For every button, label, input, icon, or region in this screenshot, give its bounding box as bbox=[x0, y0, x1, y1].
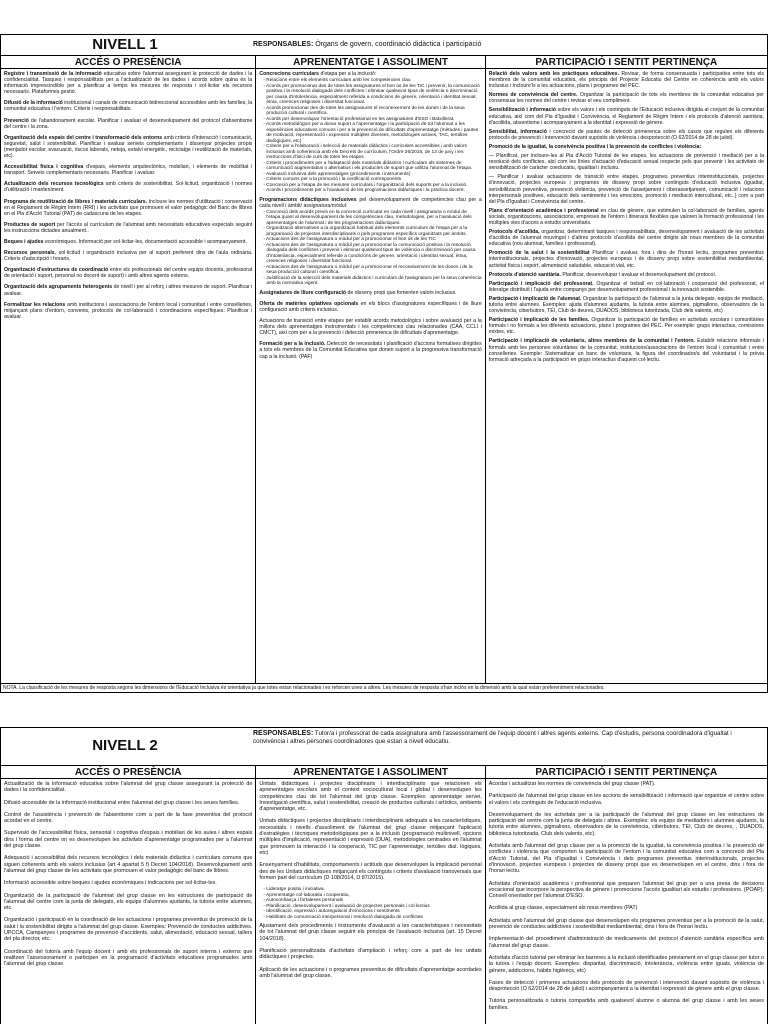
measure-paragraph bbox=[489, 144, 764, 150]
measure-paragraph bbox=[259, 781, 481, 812]
measure-text: — Planificar i avaluar actuacions de transició entre etapes, programes preventius interinstitucionals, projectes d'innovació, projectes europeus i programes de disseny propi sobre continguts d'educació inclusiva (igualtat, sensibilització preventiva, prevenció violència, prevenció de l'assetjament i ciberassetjament, comunicació i relacions interpersonals positives, educació dels sentiments i les emocions, promoció i mediació intercultural, etc..) com a part del Pla d'Igualtat i Convivència del centre. bbox=[488, 174, 764, 205]
measure-text: Actuacions de transició entre etapes per establir acords metodològics i sobre avaluació per a la millora dels aprenentatges instrumentals i les competències clau relacionades (CAA, CCLI i CMCT), així com per a la prevenció i detecció primerenca de dificultats d'aprenentatge. bbox=[259, 318, 482, 337]
measure-paragraph bbox=[489, 338, 764, 362]
measure-paragraph bbox=[4, 812, 252, 825]
measure-text: econòmiques. Informació per sol·licitar-les, documentació accessible i acompanyament. bbox=[43, 238, 247, 245]
level-2-table bbox=[0, 727, 768, 1024]
measure-text: pel desenvolupament de competències clau per a cada nivell i àmbit/ assignatura/mòdul: bbox=[259, 196, 482, 209]
measure-title: Programa de reutilització de llibres i materials curriculars. bbox=[4, 198, 148, 205]
measure-paragraph bbox=[4, 100, 252, 112]
measure-paragraph bbox=[4, 917, 252, 942]
measure-text: amb criteris de sostenibilitat. Sol·licitud, organització i normes d'utilització i manteniment. bbox=[4, 181, 253, 194]
measure-paragraph bbox=[4, 267, 252, 279]
measure-text: Tutoria personalitzada o tutoria compartida amb qualsevol alumne o alumna del grup classe i amb les seues famílies. bbox=[488, 998, 764, 1011]
measure-text: Activitats amb l'alumnat del grup classe per a la promoció de la igualtat, la convivència positiva i la prevenció de conflictes i violència que comporten la participació de l'entorn i la comunitat educativa com a concreció del Pla d'Acció Tutorial, del Pla d'Igualtat i Convivència i dels programes preventius interinstitucionals, projectes d'innovació, projectes europeus i projectes de disseny propi que es desenvolupen en el centre, dins i fora de l'horari lectiu. bbox=[488, 843, 764, 875]
measure-title: Plans d'orientació acadèmica i professional bbox=[488, 207, 599, 214]
measure-paragraph bbox=[489, 272, 764, 278]
measure-title: Protocols d'atenció sanitària. bbox=[488, 271, 561, 278]
bullet-list bbox=[263, 887, 481, 920]
measure-paragraph bbox=[489, 208, 764, 226]
measure-paragraph bbox=[4, 135, 252, 159]
measure-text: Organitzar la participació de famílies en activitats escolars i comunitàries formals i no formals a les diferents actuacions, plans i programes del PEC. Per exemple: grups interactius, comissions mixtes, etc. bbox=[488, 317, 764, 336]
measure-paragraph bbox=[259, 197, 481, 209]
measure-text: Acordar i actualitzar les normes de convivència del grup classe (PAT). bbox=[488, 781, 656, 787]
measure-text: d'etapa per a la inclusió: bbox=[319, 71, 377, 77]
column-participation: PARTICIPACIÓ I SENTIT PERTINENÇA bbox=[535, 57, 718, 68]
level-2-learning-cell bbox=[256, 779, 485, 1024]
measure-paragraph bbox=[489, 174, 764, 204]
measure-title: Accessibilitat física i cognitiva bbox=[4, 164, 84, 171]
measure-paragraph bbox=[489, 92, 764, 104]
measure-text: d'espais, elements arquitectònics, mobiliari, i elements de mobilitat i transport. Serveis complementaris necessaris. Planificar i avaluar. bbox=[4, 164, 253, 177]
measure-paragraph bbox=[489, 107, 764, 125]
measure-paragraph bbox=[489, 918, 764, 931]
measure-text: i concreció de pautes de detecció primerenca sobre els casos que regulen els diferents protocols de prevenció i intervenció davant supòsits de violència i desprotecció (O 62/2014 de 28 de juliol). bbox=[488, 128, 764, 141]
measure-text: amb criteris d'interacció i comunicació, seguretat, salut i sostenibilitat. Planificar i avaluar serveis complementaris i dissenyar projectes propis (menjador escolar, evacuació, riscos laborals, neteja, estalvi energètic, reciclatge i reutilització de materials, etc). bbox=[4, 134, 253, 160]
measure-title: Sensibilització i informació bbox=[488, 107, 556, 114]
measure-title: Oferta de matèries optatives opcionals bbox=[259, 300, 359, 307]
measure-text: Adequació i accessibilitat dels recursos tecnològics i dels materials didàctics i curriculars comuns que siguen coherents amb els valors inclusius (art 4 apartat 5 f) Decret 104/2018). Desenvolupament amb l'alumnat del grup classe de les activitats que promouen el valor pedagògic del banc de llibres. bbox=[4, 855, 253, 874]
measure-title: Promoció de la igualtat, la convivència positiva i la prevenció de conflictes i violència: bbox=[488, 143, 702, 150]
measure-text: en clau de gènere, que estimulen la col·laboració de famílies, agents socials, organitzacions, associacions, empreses de l'entorn i itineraris flexibles que valoren la formació professional i les múltiples vies d'accés a estudis universitaris. bbox=[488, 207, 764, 226]
measure-title: Productes de suport bbox=[4, 221, 56, 228]
measure-title: Registre i transmissió de la informació bbox=[4, 71, 102, 77]
measure-paragraph bbox=[4, 830, 252, 849]
measure-text: Control de l'assistència i prevenció de l'absentisme com a part de la fase preventiva del protocol acordat en el centre. bbox=[4, 811, 253, 825]
measure-paragraph bbox=[489, 793, 764, 806]
measure-text: de nivell i per al reforç i altres mesures de suport. Planificar i avaluar. bbox=[4, 284, 253, 297]
bullet-item: - Actuacions des de l'assignatura o mòdul per a promocionar la comunicació positiva i la resolució dialogada dels conflictes i prevenir i eliminar qualsevol tipus de violència o discriminació per causa d'intolerància, especialment referide a condicions de gènere, orientació i identitat sexual, ètnia, creences religioses i diversitat funcional. bbox=[263, 243, 481, 265]
measure-paragraph bbox=[489, 955, 764, 974]
bullet-item: - Criteris per a l'elaboració i selecció de materials didàctics i curriculars accessibles i amb valors inclusius amb coherència amb els Decrets de currículum, l'Ordre 26/2016, de 13 de juny i les instruccions d'inici de curs de totes les etapes. bbox=[263, 144, 481, 161]
measure-paragraph bbox=[259, 341, 481, 359]
level-2-participation-cell bbox=[486, 779, 767, 1024]
bullet-item: - Planificació, desenvolupament i avaluació de projectes personals i col·lectius bbox=[263, 904, 481, 910]
bullet-item: - Criteris comuns per a la promoció i la certificació corresponents bbox=[263, 177, 481, 183]
level-1-note: NOTA. La classificació de les mesures de resposta segons les dimensions de l'Educació Inclusiva és orientativa ja que totes estan relacionades i es reforcen unes a altres. Les mesures de resposta s'han inclòs en la dimensió amb la qual estan preferentment relacionades. bbox=[0, 684, 768, 693]
measure-paragraph bbox=[4, 71, 252, 95]
measure-text: Ensenyament d'habilitats, comportaments i actituds que desenvolupen la implicació personal des de les Unitats didàctiques mitjançant els continguts i criteris d'avaluació transversals que formen part del currículum (D 108/2014, D 87/2015). bbox=[259, 862, 482, 881]
measure-paragraph bbox=[489, 980, 764, 993]
bullet-item: - Criteris i procediments per a l'adaptació dels materials didàctics i curriculars als sistemes de comunicació augmentatius o alternatius i els productes de suport que utilitza l'alumnat de l'etapa. bbox=[263, 161, 481, 172]
measure-paragraph bbox=[4, 199, 252, 217]
measure-title: Programacions didàctiques inclusives bbox=[259, 196, 357, 203]
measure-text: Supervisió de l'accessibilitat física, sensorial i cognitiva d'espais i mobiliari de les aules i altres espais dins i forma del centre on es desenvolupen les activitats d'aprenentatge programades per a l'alumnat del grup classe. bbox=[4, 830, 253, 850]
bullet-item: - Acords i procediments per a l'avaluació de les programacions didàctiques i la pràctica docent. bbox=[263, 188, 481, 194]
bullet-item: - Concreció dels acords previs en la concreció curricular en cada nivell i assignatura o mòdul de l'etapa quant al desenvolupament de les competències clau, metodologies, per a l'avaluació dels aprenentatges de l'alumnat i de les programacions didàctiques. bbox=[263, 210, 481, 227]
measure-paragraph bbox=[259, 967, 481, 980]
measure-text: Actualització de la informació educativa sobre l'alumnat del grup classe assegurant la protecció de dades i la confidencialitat. bbox=[4, 781, 253, 794]
measure-text: Unitats didàctiques i projectes disciplinaris i interdisciplinaris adequats a les característiques, necessitats i nivells d'assoliment de l'alumnat del grup classe mitjançant l'aplicació d'estratègies i tècniques metodològiques per a la inclusió (programació multinivell, opcions múltiples d'implicació, representació i expressió (DUA), metodologies centrades en l'alumnat que promouen la interacció i la cooperació, TIC per l'aprenentatge, tertúlies dial. lògiques, etc) bbox=[259, 818, 482, 856]
measure-paragraph bbox=[4, 239, 252, 245]
measure-text: Activitats amb l'alumnat del grup classe que desenvolupen els programes preventius per a la promoció de la salut, prevenció de conductes addictives i sostenibilitat mediambiental, dins i fora de l'horari lectiu. bbox=[488, 917, 764, 931]
measure-title: Organització d'estructures de coordinació bbox=[4, 267, 109, 274]
measure-paragraph bbox=[4, 893, 252, 912]
bullet-item: - Identificació, expressió i autoregulació d'emocions i sentiments bbox=[263, 909, 481, 915]
measure-paragraph bbox=[489, 71, 764, 89]
measure-title: Participació i implicació de les famílies. bbox=[488, 317, 590, 324]
measure-text: de disseny propi que fomenten valors inclusius. bbox=[346, 289, 457, 296]
measure-paragraph bbox=[489, 281, 764, 293]
measure-paragraph bbox=[4, 302, 252, 320]
measure-text: amb institucions i associacions de l'entorn local i comunitari i entre conselleries, mitjançant plans d'entorn, convenis, protocols de col·laboració i coordinacions específiques. Planificar i avaluar. bbox=[4, 301, 253, 320]
measure-text: per l'accés al currículum de l'alumnat amb necessitats educatives especials seguint les instruccions dictades anualment.. bbox=[4, 221, 253, 234]
measure-title: Concrecions curriculars bbox=[259, 71, 320, 77]
bullet-item: - Relacions entre els elements curriculars amb les competències clau bbox=[263, 78, 481, 84]
column-participation: PARTICIPACIÓ I SENTIT PERTINENÇA bbox=[535, 767, 718, 778]
measure-text: Implementació del procediment d'administració de medicaments del protocol d'atenció sanitària específica amb l'alumnat del grup classe. bbox=[488, 936, 764, 949]
bullet-item: - Acords per desenvolupar l'orientació professional en les assignatures d'ESO i Batxillerat. bbox=[263, 117, 481, 123]
measure-paragraph bbox=[259, 301, 481, 313]
bullet-item: - Autoconfiança i fortaleses personals bbox=[263, 898, 481, 904]
measure-paragraph bbox=[489, 881, 764, 900]
measure-title: Prevenció bbox=[4, 117, 29, 124]
measure-text: organitzar, determinant tasques i responsabilitats, desenvolupament i avaluació de les activitats d'acollida de l'alumnat nouvingut i d'altres protocols d'acollida del centre dirigits als nous membres de la comunitat educativa (nou alumnat, famílies i professorat). bbox=[488, 229, 764, 248]
measure-text: Planificació personalitzada d'activitats d'ampliació i reforç com a part de les unitats didàctiques i projectes. bbox=[259, 948, 482, 961]
level-1-column-headers bbox=[0, 55, 768, 69]
measure-text: Coordinació del tutor/a amb l'equip docent i amb els professionals de suport interns i externs que realitzen l'assessorament o participen en la programació d'activitats educatives programades amb l'alumnat del grup classe. bbox=[4, 948, 253, 968]
measure-text: Planificar, desenvolupar i avaluar el desenvolupament del protocol. bbox=[560, 271, 717, 278]
measure-title: Actualització dels recursos tecnològics bbox=[4, 181, 104, 188]
column-learning: APRENENTATGE I ASSOLIMENT bbox=[256, 766, 485, 778]
measure-text: Organitzar el treball en col·laboració i cooperació del professorat, el lideratge distribuït i l'ajuda entre companys per desenvolupament professional i la innovació sostenible. bbox=[488, 280, 764, 293]
measure-text: Planificar i avaluar, fora i dins de l'horari lectiu, programes preventius interinstitucionals, projectes d'innovació, projectes europeus i de disseny propi sobre sostenibilitat mediambiental, activitat física i esport, alimentació saludable, educació vial, etc. bbox=[488, 250, 764, 269]
measure-text: Desenvolupament de les activitats per a la participació de l'alumnat del grup classe en les estructures de participació del centre com la junta de delegats i altres. Exemples: els equips de mediadors i alumnes ajudants, la tutoria entre alumnes, pigmalions, observadors de la convivència, ciberbutors, TEI, Club de deures, , DUADOS, biblioteca tutoritzada, Club dels valents, etc). bbox=[488, 811, 764, 837]
measure-text: de l'abandonament escolar. Planificar i avaluar el desenvolupament del protocol d'absentisme del centre i la zona. bbox=[4, 117, 253, 130]
bullet-item: - Avaluació inclusiva dels aprenentatges (procediments i instruments) bbox=[263, 172, 481, 178]
measure-paragraph bbox=[489, 781, 764, 787]
level-2-title: NIVELL 2 bbox=[92, 737, 158, 754]
bullet-list bbox=[263, 210, 481, 287]
measure-paragraph bbox=[259, 290, 481, 296]
measure-text: , sol·licitud i organització inclusiva per al suport preferent dins de l'aula ordinària. Criteris d'adscripció i horaris. bbox=[4, 250, 253, 263]
measure-paragraph bbox=[489, 153, 764, 171]
measure-text: Activitats d'acció tutorial per eliminar les barreres a la inclusió identificades prèviament en el grup classe per tutor o la tutora i l'equip docent. Exemples: disparitat, discriminació, intolerància, violència entre iguals, violència de gènere, addiccions, hàbits higiènics, etc) bbox=[488, 954, 764, 974]
level-1-title: NIVELL 1 bbox=[92, 36, 158, 53]
level-1-access-cell bbox=[1, 69, 256, 683]
measure-text: Aplicació de les actuacions i o programes preventius de dificultats d'aprenentatge acordades amb l'alumnat del grup classe. bbox=[259, 966, 482, 979]
measure-text: entre els professionals del centre equips docents, professorat de orientació i suport, personal no docent de suport) i amb altres agents externs. bbox=[4, 267, 253, 280]
bullet-item: - Habilitats de comunicació interpersonal i resolució dialogada de conflictes bbox=[263, 915, 481, 921]
measure-paragraph bbox=[489, 843, 764, 874]
measure-paragraph bbox=[4, 181, 252, 193]
level-1-participation-cell bbox=[486, 69, 767, 683]
measure-paragraph bbox=[259, 948, 481, 961]
measure-title: Recursos personals bbox=[4, 250, 55, 257]
bullet-item: - Acords per promocionar des de totes les assignatures el bon ús de les TIC i prevenir, la comunicació positiva i la resolució dialogada dels conflictes i eliminar qualsevol tipus de violència o discriminació per causa d'intolerància, especialment referida a condicions de gènere, orientació i identitat sexual, ètnia, creences religioses i diversitat funcional. bbox=[263, 84, 481, 106]
measure-text: Incloure les normes d'utilització i conservació en el Reglament de Règim Intern (RRI) i les activitats que promouen el valor pedagògic del Banc de llibres en el Pla d'Acció Tutorial (PAT) de cadascuna de les etapes. bbox=[4, 198, 253, 217]
measure-paragraph bbox=[4, 164, 252, 176]
measure-text: Establir relacions informals i formals amb les persones voluntàries de la comunitat, institucions/associacions de l'entorn local i comunitari i entre conselleries. Exemple: Sistematitzar un banc de voluntaris, la figura del coordinador/a del voluntariat i la prèvia formació adreçada a la participació en grups interactius d'aquest col·lectiu. bbox=[488, 338, 764, 363]
measure-title: Participació i implicació del professorat. bbox=[488, 280, 594, 287]
measure-title: Protocols d'acollida, bbox=[488, 229, 540, 236]
measure-paragraph bbox=[4, 855, 252, 874]
measure-paragraph bbox=[4, 781, 252, 794]
measure-text: Organitzar la participació de tots els membres de la comunitat educativa per consensuar les normes del centre i revisar el seu compliment. bbox=[488, 92, 764, 105]
responsables-label: RESPONSABLES: bbox=[253, 730, 314, 737]
measure-title: Beques i ajudes bbox=[4, 238, 44, 245]
measure-text: Detecció de necessitats i planificació d'accions formatives dirigides a tots els membres de la Comunitat Educativa que donen suport a la progressiva transformació cap a la inclusió. (PAF) bbox=[259, 341, 482, 360]
measure-text: sobre els valors i els continguts de l'Educació inclusiva dirigida al conjunt de la comunitat educativa, així com del Pla d'Igualtat i Convivència, el Reglament de Règim Intern i els protocols d'atenció sanitària, d'acollida, absentisme i acompanyament a la identitat i expressió de gènere. bbox=[488, 107, 764, 126]
level-1-learning-cell bbox=[256, 69, 485, 683]
measure-paragraph bbox=[259, 71, 481, 77]
measure-paragraph bbox=[4, 284, 252, 296]
measure-text: Organització i participació en la coordinació de les actuacions i programes preventius de promoció de la salut i la sostenibilitat dirigits a l'alumnat del grup classe. Exemples: Prevenció de conductes addictives. UPCCA, Campanyes i programes de prevenció d'accidents, salut, alimentació, educació sexual, tallers del pla director, etc. bbox=[4, 917, 253, 943]
measure-text: — Planificar, per incloure-les al Pla d'Acció Tutorial de les etapes, les actuacions de prevenció i mediació per a la resolució dels conflictes, així com les línies d'actuació d'educació sexual respecte pels que prevenir i les activitats de sensibilització de caràcter coeducatiu, igualitari i inclusiu. bbox=[488, 153, 764, 172]
bullet-item: - Actuacions des de l'assignatura o mòdul per a promocionar el bon ús de les TIC bbox=[263, 237, 481, 243]
measure-title: Promoció de la salut i la sostenibilitat bbox=[488, 250, 590, 257]
measure-paragraph bbox=[259, 818, 481, 856]
measure-title: Sensibilitat, informació bbox=[488, 128, 547, 135]
level-2-header bbox=[0, 727, 768, 765]
measure-text: Participació de l'alumnat del grup classe en les accions de sensibilització i informació que organitze el centre sobre el valors i els continguts de l'educació inclusiva. bbox=[488, 793, 764, 806]
measure-paragraph bbox=[4, 250, 252, 262]
measure-text: Organització de la participació de l'alumnat del grup classe en les estructures de participació de l'alumnat del centre com la junta de delegats, els equips d'alumnes ajudants, la tutoria entre alumnes, etc. bbox=[4, 892, 253, 912]
measure-text: Informació accessible sobre beques i ajudes econòmiques i indicacions per sol·licitar-les. bbox=[4, 880, 217, 887]
measure-title: Participació i implicació de l'alumnat. bbox=[488, 295, 582, 302]
level-2-responsables bbox=[249, 728, 767, 765]
measure-title: Relació dels valors amb les pràctiques educatives. bbox=[488, 71, 620, 77]
measure-paragraph bbox=[489, 812, 764, 837]
level-1-body bbox=[0, 69, 768, 684]
bullet-item: - Acords promocionar des de totes les assignatures el reconeixement de les dones i de la seua producció cultural i científica. bbox=[263, 106, 481, 117]
level-1-header bbox=[0, 34, 768, 55]
bullet-item: - Justificació de la selecció dels materials didàctics i curriculars de l'assignatura per la seua coherència amb la normativa vigent. bbox=[263, 276, 481, 287]
measure-paragraph bbox=[259, 318, 481, 336]
measure-title: Organització dels espais del centre i transformació dels entorns bbox=[4, 134, 163, 141]
measure-title: Assignatures de lliure configuració bbox=[259, 289, 347, 296]
bullet-item: - Concreció per a l'etapa de les mesures curriculars i l'organització dels suports per a la inclusió. bbox=[263, 183, 481, 189]
measure-title: Normes de convivència del centre. bbox=[488, 92, 578, 99]
measure-text: Fases de detecció i primeres actuacions dels protocols de prevenció i intervenció davant supòsits de violència i desprotecció (O 62/2014 de 28 de juliol) i acompanyament a la identitat i expressió de gènere amb el grup classe. bbox=[488, 979, 764, 993]
measure-text: Acollida al grup classe, especialment als nous membres (PAT) bbox=[488, 905, 638, 912]
measure-text: Revisar, de forma consensuada i participativa entre tots els membres de la comunitat educativa, els principis del Projecte Educatiu del Centre en coherència amb els valors inclusius i incloure'ls a les actuacions, plans i programes del PEC. bbox=[488, 71, 764, 90]
responsables-label: RESPONSABLES: bbox=[253, 41, 314, 48]
measure-text: Difusió accessible de la informació institucional entre l'alumnat del grup classe i les seues famílies. bbox=[4, 799, 240, 806]
measure-paragraph bbox=[489, 129, 764, 141]
column-learning: APRENENTATGE I ASSOLIMENT bbox=[256, 56, 485, 68]
level-2-body bbox=[0, 779, 768, 1024]
measure-title: Difusió de la informació bbox=[4, 100, 63, 107]
measure-paragraph bbox=[4, 880, 252, 886]
column-access: ACCÉS O PRESÈNCIA bbox=[1, 766, 256, 778]
measure-paragraph bbox=[4, 800, 252, 806]
level-2-access-cell bbox=[1, 779, 256, 1024]
responsables-text: Tutor/a i professorat de cada assignatura amb l'assessorament de l'equip docent i altres agents externs. Cap d'estudis, persona coordinadora d'igualtat i convivència i altres persones coordinadores que estan a nivell educatiu. bbox=[253, 730, 732, 745]
bullet-item: - Lideratge positiu i iniciativa. bbox=[263, 887, 481, 893]
measure-paragraph bbox=[259, 923, 481, 942]
measure-text: Unitats didàctiques i projectes disciplinaris i interdisciplinaris que relacionen els aprenentatges escolars amb el context sociocultural local i global i desenvolupen les competències clau de tot l'alumnat del grup classe. Exemples: aprenentatge servei, Investigació científica, salut i sostenibilitat, creació de productes culturals i artístics, ambients d'aprenentatge, etc. bbox=[259, 781, 482, 813]
bullet-item: - Actuacions des de l'assignatura o mòdul per a promocionar el reconeixement de les dones i de la seua producció cultural i científica. bbox=[263, 265, 481, 276]
measure-text: educativa sobre l'alumnat assegurant la protecció de dades i la confidencialitat. Tasques i responsabilitats per a l'actualització de les dades i acords sobre quina és la informació imprescindible per a planificar a temps les mesures de resposta i sol·licitar els recursos necessaris. Plataformes gestió. bbox=[4, 71, 253, 96]
measure-paragraph bbox=[489, 998, 764, 1011]
measure-paragraph bbox=[489, 317, 764, 335]
measure-paragraph bbox=[4, 222, 252, 234]
measure-text: en els blocs d'assignatures específiques i de lliure configuració amb criteris inclusius. bbox=[259, 300, 482, 313]
measure-title: Participació i implicació de voluntaris, altres membres de la comunitat i l'entorn. bbox=[488, 338, 695, 345]
measure-paragraph bbox=[489, 905, 764, 911]
measure-text: Ajustament dels procediments i instruments d'avaluació a les característiques i necessitats de tot l'alumnat del grup classe seguint els principis de l'avaluació inclusiva (art. 15 Decret 104/2018). bbox=[259, 923, 482, 942]
measure-title: Formació per a la inclusió. bbox=[259, 341, 326, 348]
responsables-text: Òrgans de govern, coordinació didàctica i participació bbox=[315, 41, 482, 48]
bullet-item: - Aprenentatge col·laboratiu i cooperatiu, bbox=[263, 893, 481, 899]
measure-title: Formalitzar les relacions bbox=[4, 301, 66, 308]
level-2-column-headers bbox=[0, 765, 768, 779]
measure-paragraph bbox=[489, 250, 764, 268]
measure-text: institucional i canals de comunicació bidireccional accessibles amb les famílies, la comunitat educativa i l'entorn. Criteris i responsabilitats. bbox=[4, 100, 253, 113]
measure-text: Organitzar la participació de l'alumnat a la junta delegats, equips de mediació, tutoria entre alumnes. Exemples: ajuda d'alumnes ajudants, la tutoria entre alumnes, pigmalions, observadors de la convivència, ciberbutors, TEI, Club de deures, DUADOS, biblioteca tutoritzada, Club dels valents, etc) bbox=[488, 295, 764, 315]
bullet-item: - Acords metodològics per a donar suport a l'aprenentatge i la participació de tot l'alumnat a les experiències educatives comuns i per a la prevenció de dificultats d'aprenentatge (mètodes i pautes de motivació, representació i expressió múltiples diverses, metodologies actives, TAC, tertúlies dialògiques, etc) bbox=[263, 122, 481, 144]
measure-title: Organització dels agrupaments heterogenis bbox=[4, 284, 113, 291]
measure-paragraph bbox=[4, 118, 252, 130]
measure-paragraph bbox=[489, 936, 764, 949]
column-access: ACCÉS O PRESÈNCIA bbox=[1, 56, 256, 68]
measure-text: Activitats d'orientació acadèmica i professional que preparen l'alumnat del grup per a una presa de decisions vocacional que incorpore la perspectiva de gènere i promocione l'accés igualitari als estudis i professions. (POAP). Consell orientador per l'alumnat D'ESO. bbox=[488, 880, 764, 900]
level-1-table bbox=[0, 34, 768, 705]
level-1-responsables bbox=[249, 35, 767, 55]
measure-paragraph bbox=[489, 296, 764, 314]
measure-paragraph bbox=[259, 862, 481, 881]
measure-paragraph bbox=[489, 229, 764, 247]
bullet-item: - Organització alternatives a la organització habitual dels elements curriculars de l'etapa per a la programació de projectes interdisciplinaris o pels programes específics organitzats per àmbits. bbox=[263, 226, 481, 237]
bullet-list bbox=[263, 78, 481, 194]
measure-paragraph bbox=[4, 949, 252, 968]
